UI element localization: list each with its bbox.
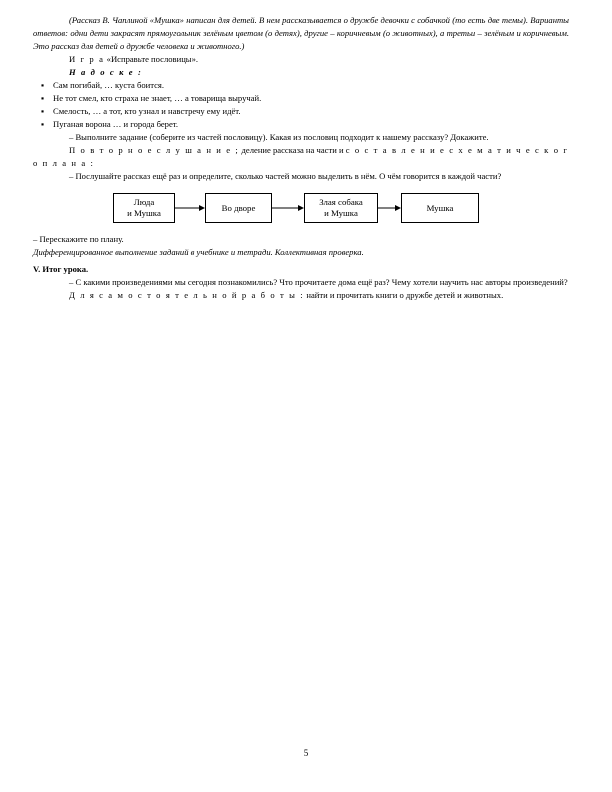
retell-line: – Перескажите по плану. xyxy=(33,234,124,244)
page-number: 5 xyxy=(303,748,309,758)
scheme-box-2: Во дворе xyxy=(205,193,272,223)
list-item xyxy=(41,92,569,105)
intro-note: (Рассказ В. Чаплиной «Мушка» написан для детей. В нем рассказывается о дружбе девочки с собачкой (то есть две темы). Варианты ответов: одни дети закрасят прямоугольник зелёным цветом (о детях), другие – коричневым (о животных), а третьи – зелёным и коричневым. Это рассказ для детей о дружбе человека и животного.) xyxy=(33,15,569,51)
game-label: И г р а xyxy=(69,54,105,64)
summary-question: – С какими произведениями мы сегодня познакомились? Что прочитаете дома ещё раз? Чему хотели научить нас авторы произведений? xyxy=(69,277,568,287)
game-title: «Исправьте пословицы». xyxy=(104,54,199,64)
independent-text: найти и прочитать книги о дружбе детей и животных. xyxy=(304,290,504,300)
reread-line xyxy=(33,144,569,170)
schematic-plan xyxy=(33,187,569,233)
reread-question: – Послушайте рассказ ещё раз и определите, сколько частей можно выделить в нём. О чём говорится в каждой части? xyxy=(69,171,502,181)
bullet-icon: ▪ xyxy=(41,106,45,116)
scheme-box-4: Мушка xyxy=(401,193,479,223)
differentiated-task: Дифференцированное выполнение заданий в учебнике и тетради. Коллективная проверка. xyxy=(33,247,364,257)
proverb-text: Не тот смел, кто страха не знает, … а товарища выручай. xyxy=(53,93,262,103)
proverb-text: Смелость, … а тот, кто узнал и навстречу ему идёт. xyxy=(53,106,241,116)
scheme-box-1: Люда и Мушка xyxy=(113,193,175,223)
bullet-icon: ▪ xyxy=(41,119,45,129)
proverb-text: Сам погибай, … куста боится. xyxy=(53,80,165,90)
list-item xyxy=(41,79,569,92)
game-task: – Выполните задание (соберите из частей пословицу). Какая из пословиц подходит к нашему рассказу? Докажите. xyxy=(69,132,489,142)
independent-label: Д л я с а м о с т о я т е л ь н о й р а б о т ы : xyxy=(69,290,305,300)
game-line xyxy=(33,53,569,66)
bullet-icon: ▪ xyxy=(41,93,45,103)
bullet-icon: ▪ xyxy=(41,80,45,90)
list-item xyxy=(41,118,569,131)
summary-heading: V. Итог урока. xyxy=(33,264,89,274)
reread-middle: деление рассказа на части и xyxy=(239,145,346,155)
document-page xyxy=(33,14,569,302)
independent-line xyxy=(33,289,569,302)
list-item xyxy=(41,105,569,118)
board-label: Н а д о с к е : xyxy=(69,67,143,77)
proverb-text: Пуганая ворона … и города берет. xyxy=(53,119,179,129)
scheme-box-3: Злая собака и Мушка xyxy=(304,193,378,223)
reread-label: П о в т о р н о е с л у ш а н и е ; xyxy=(69,145,240,155)
plan-label: с о с т а в л е н и е с х е м а т и ч е с к о г о п л а н а : xyxy=(33,145,569,168)
proverb-list xyxy=(33,79,569,131)
